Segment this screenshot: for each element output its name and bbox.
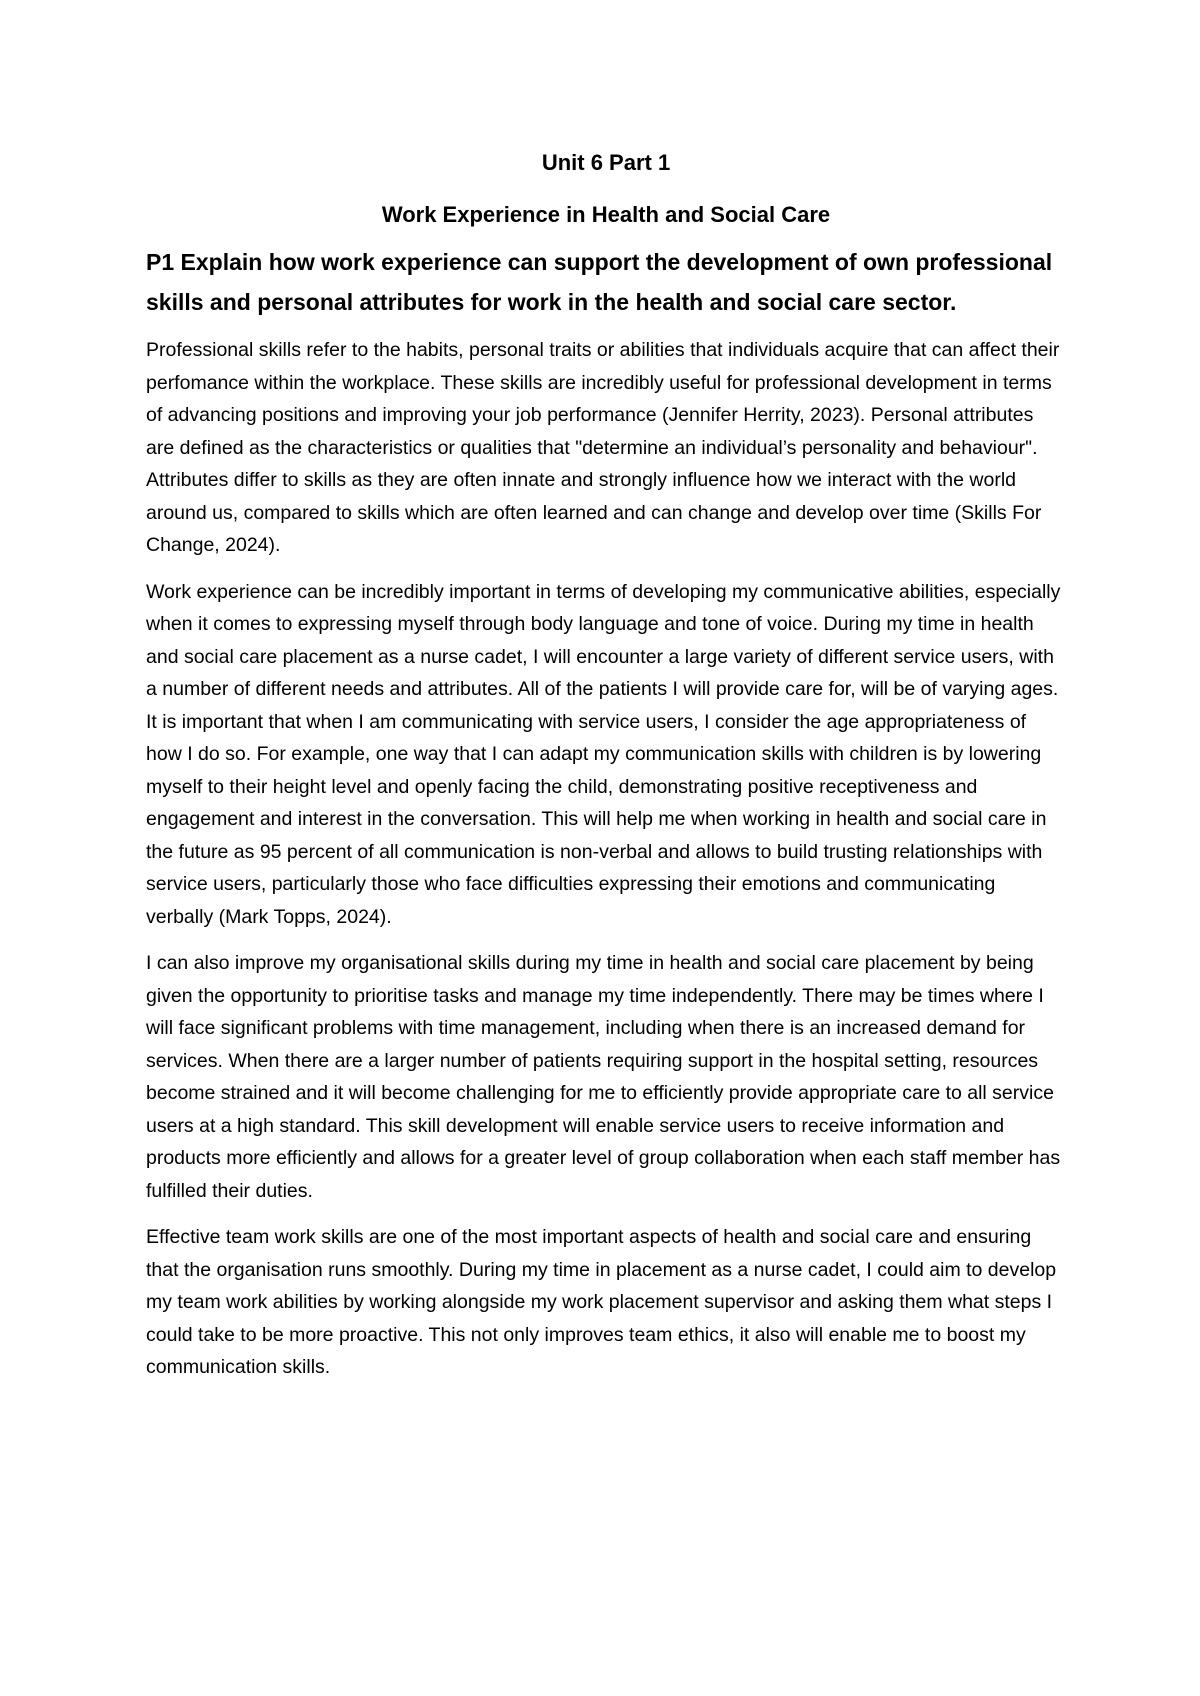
document-subtitle: Work Experience in Health and Social Care	[381, 202, 831, 227]
paragraph-organisation: I can also improve my organisational skills during my time in health and social care placement by being given the opportunity to prioritise tasks and manage my time independently. There may be times where I will face significant problems with time management, including when there is an increased demand for services. When there are a larger number of patients requiring support in the hospital setting, resources become strained and it will become challenging for me to efficiently provide appropriate care to all service users at a high standard. This skill development will enable service users to receive information and products more efficiently and allows for a greater level of group collaboration when each staff member has fulfilled their duties.	[146, 952, 1061, 1202]
paragraph-professional-skills: Professional skills refer to the habits, personal traits or abilities that individuals acquire that can affect their perfomance within the workplace. These skills are incredibly useful for professional development in terms of advancing positions and improving your job performance (Jennifer Herrity, 2023). Personal attributes are defined as the characteristics or qualities that "determine an individual’s personality and behaviour". Attributes differ to skills as they are often innate and strongly influence how we interact with the world around us, compared to skills which are often learned and can change and develop over time (Skills For Change, 2024).	[146, 339, 1060, 556]
unit-title: Unit 6 Part 1	[541, 150, 671, 175]
assignment-question: P1 Explain how work experience can support the development of own professional skills and personal attributes for work in the health and social care sector.	[146, 249, 1053, 315]
document-body	[146, 148, 1066, 1398]
paragraph-teamwork: Effective team work skills are one of the most important aspects of health and social care and ensuring that the organisation runs smoothly. During my time in placement as a nurse cadet, I could aim to develop my team work abilities by working alongside my work placement supervisor and asking them what steps I could take to be more proactive. This not only improves team ethics, it also will enable me to boost my communication skills.	[146, 1226, 1057, 1378]
paragraph-communication: Work experience can be incredibly important in terms of developing my communicative abilities, especially when it comes to expressing myself through body language and tone of voice. During my time in health and social care placement as a nurse cadet, I will encounter a large variety of different service users, with a number of different needs and attributes. All of the patients I will provide care for, will be of varying ages. It is important that when I am communicating with service users, I consider the age appropriateness of how I do so. For example, one way that I can adapt my communication skills with children is by lowering myself to their height level and openly facing the child, demonstrating positive receptiveness and engagement and interest in the conversation. This will help me when working in health and social care in the future as 95 percent of all communication is non-verbal and allows to build trusting relationships with service users, particularly those who face difficulties expressing their emotions and communicating verbally (Mark Topps, 2024).	[146, 580, 1061, 928]
